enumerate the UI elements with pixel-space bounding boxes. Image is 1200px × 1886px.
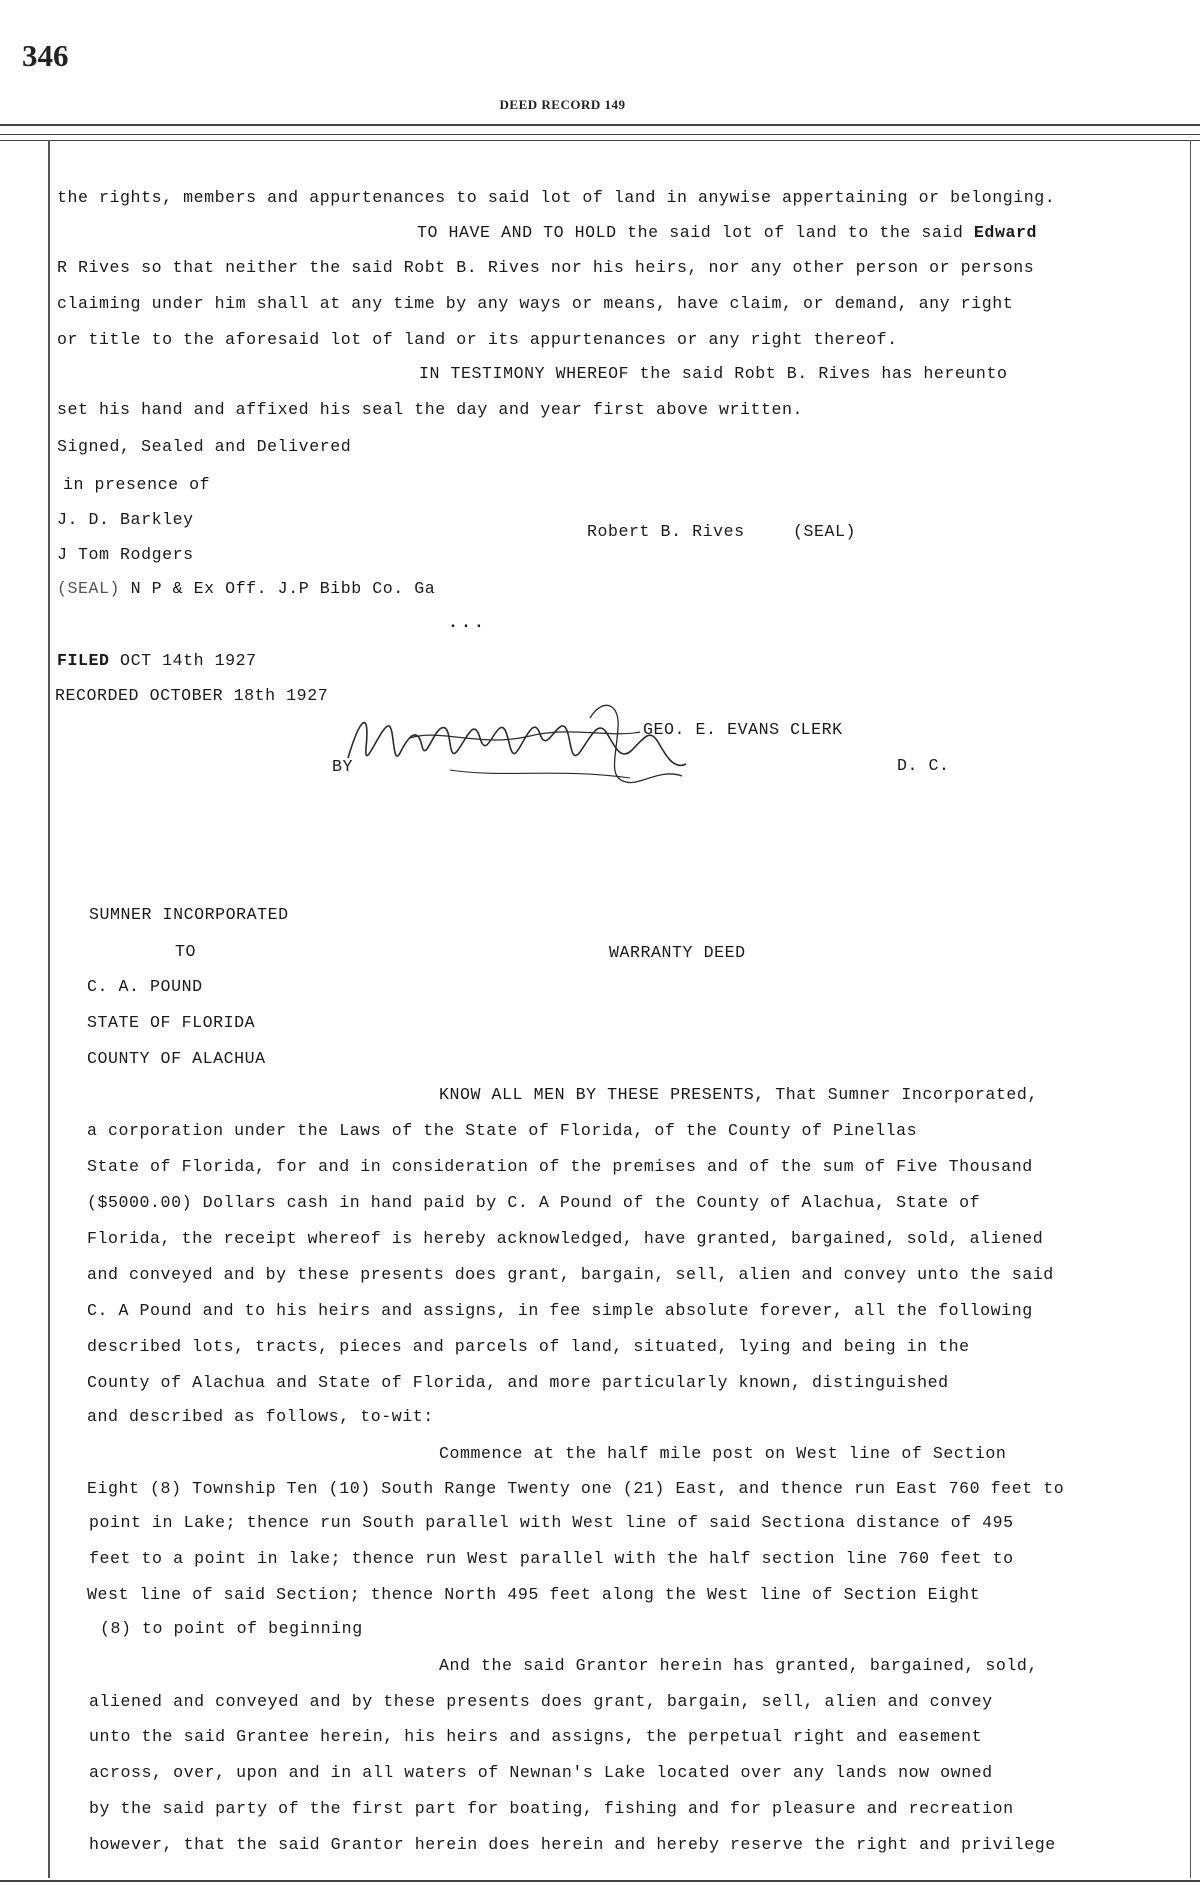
deed2-easement-line: aliened and conveyed and by these presents does grant, bargain, sell, alien and convey <box>89 1692 993 1711</box>
deed2-description-line: (8) to point of beginning <box>100 1619 363 1638</box>
notary-title: N P & Ex Off. J.P Bibb Co. Ga <box>120 579 436 598</box>
deed1-line-hand-seal: set his hand and affixed his seal the day and year first above written. <box>57 400 804 419</box>
deed2-grantee: C. A. POUND <box>87 977 203 996</box>
in-presence-of: in presence of <box>63 475 211 494</box>
deed2-body-line: ($5000.00) Dollars cash in hand paid by C. A Pound of the County of Alachua, State of <box>87 1193 981 1212</box>
deed2-state: STATE OF FLORIDA <box>87 1013 256 1032</box>
running-head: DEED RECORD 149 <box>499 97 626 112</box>
testimony-heading: IN TESTIMONY WHEREOF <box>419 364 630 383</box>
header-rule-bottom <box>0 140 1200 141</box>
witness-rodgers: J Tom Rodgers <box>57 545 194 564</box>
deed2-body-line: Florida, the receipt whereof is hereby acknowledged, have granted, bargained, sold, aliened <box>87 1229 1044 1248</box>
deed2-to: TO <box>175 942 197 961</box>
deed2-easement-line: across, over, upon and in all waters of Newnan's Lake located over any lands now owned <box>89 1763 993 1782</box>
deed2-body-line: and conveyed and by these presents does grant, bargain, sell, alien and convey unto the said <box>87 1265 1054 1284</box>
grantee-name: Edward <box>973 223 1037 242</box>
filed-label: FILED <box>57 651 110 670</box>
deed1-line-appurtenances: the rights, members and appurtenances to said lot of land in anywise appertaining or belonging. <box>57 188 1056 207</box>
deed2-body-line: and described as follows, to-wit: <box>87 1407 434 1426</box>
deed2-body-line: County of Alachua and State of Florida, and more particularly known, distinguished <box>87 1373 949 1392</box>
signed-sealed-delivered: Signed, Sealed and Delivered <box>57 437 352 456</box>
deed1-habendum <box>417 223 1037 243</box>
recorded-line: RECORDED OCTOBER 18th 1927 <box>55 686 329 705</box>
filed-date: OCT 14th 1927 <box>109 651 257 670</box>
deed2-body-line: a corporation under the Laws of the State of Florida, of the County of Pinellas <box>87 1121 918 1140</box>
deed2-easement-line: unto the said Grantee herein, his heirs and assigns, the perpetual right and easement <box>89 1727 983 1746</box>
deed2-description-line: feet to a point in lake; thence run West parallel with the half section line 760 feet to <box>89 1549 1014 1568</box>
right-margin-line <box>1190 140 1191 1878</box>
habendum-text: TO HAVE AND TO HOLD the said lot of land to the said <box>417 223 974 242</box>
deed1-line-title: or title to the aforesaid lot of land or its appurtenances or any right thereof. <box>57 330 898 349</box>
notary-line <box>57 579 435 599</box>
deed2-body-line: described lots, tracts, pieces and parcels of land, situated, lying and being in the <box>87 1337 970 1356</box>
deed2-county: COUNTY OF ALACHUA <box>87 1049 266 1068</box>
witness-barkley: J. D. Barkley <box>57 510 194 529</box>
deed1-testimony <box>419 364 1007 384</box>
deed1-line-rives: R Rives so that neither the said Robt B. Rives nor his heirs, nor any other person or persons <box>57 258 1035 277</box>
ellipsis: ... <box>448 613 487 632</box>
filed-line <box>57 651 257 671</box>
grantor-signature: Robert B. Rives <box>587 522 745 541</box>
deed2-grantor: SUMNER INCORPORATED <box>89 905 289 924</box>
deed1-line-claiming: claiming under him shall at any time by any ways or means, have claim, or demand, any right <box>57 294 1014 313</box>
deed2-body-line: KNOW ALL MEN BY THESE PRESENTS, That Sumner Incorporated, <box>439 1085 1038 1104</box>
deputy-clerk: D. C. <box>897 756 950 775</box>
deed2-description-line: Commence at the half mile post on West line of Section <box>439 1444 1007 1463</box>
deed2-easement-line: however, that the said Grantor herein does herein and hereby reserve the right and privilege <box>89 1835 1056 1854</box>
deed2-body-line: State of Florida, for and in consideration of the premises and of the sum of Five Thousand <box>87 1157 1033 1176</box>
testimony-text: the said Robt B. Rives has hereunto <box>629 364 1008 383</box>
by-label: BY <box>332 757 354 776</box>
deed2-description-line: point in Lake; thence run South parallel with West line of said Sectiona distance of 495 <box>89 1513 1014 1532</box>
deed2-body-line: C. A Pound and to his heirs and assigns, in fee simple absolute forever, all the following <box>87 1301 1033 1320</box>
deed2-description-line: Eight (8) Township Ten (10) South Range Twenty one (21) East, and thence run East 760 feet to <box>87 1479 1065 1498</box>
header-rule-top <box>0 124 1200 126</box>
bottom-rule <box>0 1880 1200 1882</box>
deed2-easement-line: And the said Grantor herein has granted, bargained, sold, <box>439 1656 1038 1675</box>
grantor-seal: (SEAL) <box>793 522 857 541</box>
clerk-name: GEO. E. EVANS CLERK <box>643 720 843 739</box>
notary-seal: (SEAL) <box>57 579 121 598</box>
page-number: 346 <box>22 38 69 73</box>
handwritten-signature <box>340 698 710 808</box>
deed2-type: WARRANTY DEED <box>609 943 746 962</box>
deed2-description-line: West line of said Section; thence North 495 feet along the West line of Section Eight <box>87 1585 981 1604</box>
header-rule-middle <box>0 134 1200 135</box>
deed2-easement-line: by the said party of the first part for boating, fishing and for pleasure and recreation <box>89 1799 1014 1818</box>
left-margin-line <box>48 140 50 1878</box>
